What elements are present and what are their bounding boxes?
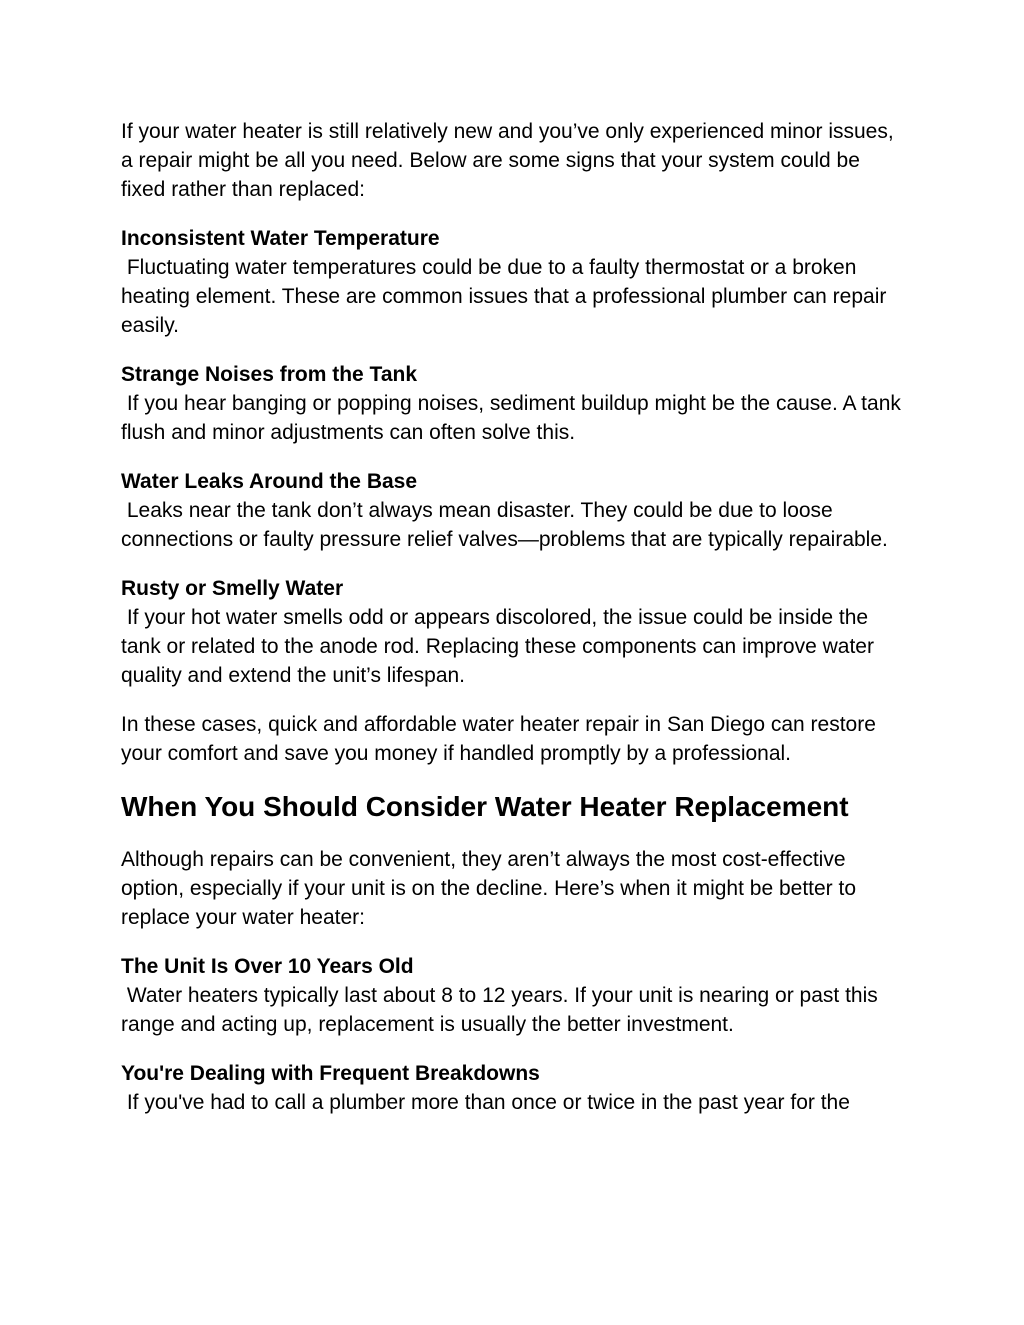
section-heading: Rusty or Smelly Water xyxy=(121,577,344,600)
replacement-section-title: When You Should Consider Water Heater Replacement xyxy=(121,791,849,822)
section-heading: You're Dealing with Frequent Breakdowns xyxy=(121,1062,540,1085)
repair-summary-paragraph: In these cases, quick and affordable water heater repair in San Diego can restore your comfort and save you money if handled promptly by a professional. xyxy=(121,713,876,765)
section-rusty-smelly-water xyxy=(121,574,905,690)
section-strange-noises xyxy=(121,360,905,447)
section-body: Fluctuating water temperatures could be due to a faulty thermostat or a broken heating element. These are common issues that a professional plumber can repair easily. xyxy=(121,256,893,337)
section-body: Leaks near the tank don’t always mean disaster. They could be due to loose connections or faulty pressure relief valves—problems that are typically repairable. xyxy=(121,499,888,551)
section-heading: The Unit Is Over 10 Years Old xyxy=(121,955,414,978)
section-body: If you've had to call a plumber more than once or twice in the past year for the xyxy=(121,1091,850,1114)
section-water-leaks xyxy=(121,467,905,554)
section-heading: Strange Noises from the Tank xyxy=(121,363,418,386)
section-heading: Water Leaks Around the Base xyxy=(121,470,418,493)
intro-paragraph: If your water heater is still relatively new and you’ve only experienced minor issues, a repair might be all you need. Below are some signs that your system could be fixed rather than replaced: xyxy=(121,120,894,201)
section-body: If you hear banging or popping noises, sediment buildup might be the cause. A tank flush and minor adjustments can often solve this. xyxy=(121,392,907,444)
section-inconsistent-water-temperature xyxy=(121,224,905,340)
section-body: Water heaters typically last about 8 to 12 years. If your unit is nearing or past this range and acting up, replacement is usually the better investment. xyxy=(121,984,884,1036)
replacement-intro-paragraph: Although repairs can be convenient, they aren’t always the most cost-effective option, especially if your unit is on the decline. Here’s when it might be better to replace your water heater: xyxy=(121,848,857,929)
section-unit-over-10-years xyxy=(121,952,905,1039)
section-frequent-breakdowns xyxy=(121,1059,905,1117)
section-body: If your hot water smells odd or appears discolored, the issue could be inside the tank or related to the anode rod. Replacing these components can improve water quality and extend the unit’s lifespan. xyxy=(121,606,880,687)
section-heading: Inconsistent Water Temperature xyxy=(121,227,440,250)
